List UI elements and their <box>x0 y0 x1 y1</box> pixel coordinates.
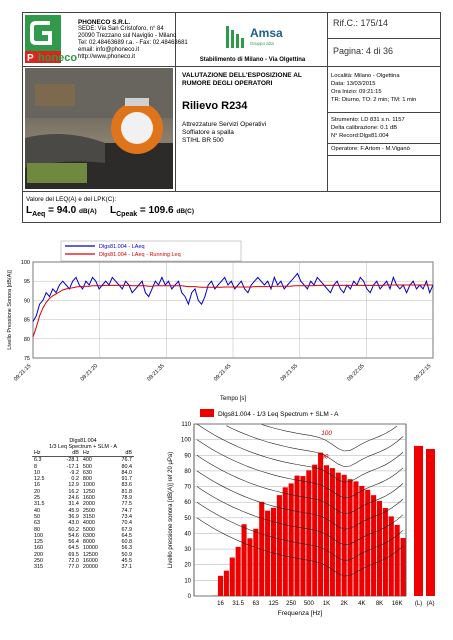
table-cell-db: 54.6 <box>68 532 79 539</box>
lcpeak-label: L <box>110 205 117 216</box>
table-cell-hz: 1600 <box>82 495 95 502</box>
spectrum-bar <box>336 473 341 596</box>
table-cell-db: 64.5 <box>121 532 132 539</box>
table-cell-hz: 1000 <box>82 482 95 489</box>
laeq-unit: dB(A) <box>79 208 97 215</box>
x-tick-label: 500 <box>303 601 314 607</box>
spectrum-table-wrap <box>32 438 134 571</box>
lcpeak-number: = 109.6 <box>139 205 174 216</box>
x-tick-label: 31.5 <box>232 601 245 607</box>
x-tick-label: 16 <box>217 601 224 607</box>
table-cell-db: 81.8 <box>121 488 132 495</box>
instrument-line: Delta calibrazione: 0.1 dB <box>331 125 398 131</box>
laeq-label: L <box>26 205 33 216</box>
x-tick-label: 8K <box>375 601 384 607</box>
spectrum-bar <box>300 476 305 596</box>
table-cell-hz: 80 <box>34 526 40 533</box>
table-cell-db: 67.9 <box>121 526 132 533</box>
company-line: Tel: 02.48463689 r.a. - Fax: 02.48463681 <box>78 40 188 46</box>
location-line: Data: 13/03/2015 <box>331 81 376 87</box>
y-tick-label: 110 <box>181 422 191 428</box>
survey-id: Rilievo R234 <box>182 100 248 112</box>
table-cell-db: 78.9 <box>121 495 132 502</box>
extra-bar <box>414 446 423 596</box>
x-tick-label: 125 <box>268 601 279 607</box>
y-tick-label: 0 <box>187 594 191 600</box>
spectrum-bar <box>242 524 247 596</box>
table-cell-hz: 16000 <box>82 558 98 565</box>
spectrum-bar <box>306 470 311 596</box>
page-number: Pagina: 4 di 36 <box>333 46 394 56</box>
header-hline-right-4 <box>327 143 441 144</box>
y-axis-title: Livello Pressione Sonora [dB(A)] <box>7 270 13 350</box>
header-hline-right-1 <box>327 38 441 39</box>
table-cell-db: 69.5 <box>68 551 79 558</box>
table-cell-hz: 5000 <box>82 526 95 533</box>
table-cell-db: 45.5 <box>121 558 132 565</box>
table-cell-db: 16.2 <box>68 488 79 495</box>
table-cell-hz: 4000 <box>82 520 95 527</box>
lcpeak-value <box>110 205 194 218</box>
laeq-sub: Aeq <box>32 211 46 218</box>
table-cell-hz: 250 <box>34 558 43 565</box>
company-info <box>78 19 188 61</box>
table-cell-db: 77.0 <box>68 564 79 571</box>
table-cell-hz: 2500 <box>82 507 95 514</box>
spectrum-bar <box>283 487 288 596</box>
table-header: Hz <box>32 450 55 457</box>
x-axis-title: Frequenza [Hz] <box>277 610 323 617</box>
x-tick-label: 63 <box>252 601 260 607</box>
x-tick-label: 250 <box>286 601 297 607</box>
table-cell-db: 56.3 <box>121 545 132 552</box>
equipment-line: STIHL BR 500 <box>182 137 224 144</box>
table-cell-db: 24.6 <box>68 495 79 502</box>
x-tick-label: 09:22:15 <box>413 363 433 383</box>
table-cell-hz: 8000 <box>82 539 95 546</box>
x-tick-label: 09:21:15 <box>13 363 33 383</box>
table-cell-db: 74.7 <box>121 507 132 514</box>
curve-label: 100 <box>321 429 333 437</box>
chart-legend <box>61 241 241 261</box>
table-cell-db: 73.4 <box>121 513 132 520</box>
table-cell-db: 60.2 <box>68 526 79 533</box>
x-tick-label: 4K <box>358 601 366 607</box>
legend-label: Dlgs81.004 - LAeq <box>99 244 145 250</box>
spectrum-bar <box>230 558 235 596</box>
x-tick-label: 09:21:20 <box>79 363 100 383</box>
table-header-row <box>32 450 134 457</box>
amsa-group: Gruppo a2a <box>250 41 274 46</box>
table-cell-hz: 630 <box>82 469 92 476</box>
y-tick-label: 80 <box>184 468 191 475</box>
y-tick-label: 50 <box>184 515 191 522</box>
equipment-photo <box>25 68 173 189</box>
table-cell-hz: 10000 <box>82 545 98 552</box>
table-cell-db: -17.1 <box>66 463 79 470</box>
y-tick-label: 100 <box>180 437 191 444</box>
table-cell-db: 80.4 <box>121 463 132 470</box>
table-cell-hz: 10 <box>34 469 40 476</box>
x-tick-label: 1K <box>322 601 331 607</box>
instrument-info <box>331 116 405 140</box>
laeq-number: = 94.0 <box>48 205 77 216</box>
table-cell-hz: 6.3 <box>34 457 42 464</box>
table-cell-hz: 3150 <box>82 513 95 520</box>
equipment-line: Soffiatore a spalla <box>182 129 234 136</box>
table-cell-hz: 800 <box>82 476 92 483</box>
table-cell-hz: 63 <box>34 520 40 527</box>
table-header: dB <box>111 450 134 457</box>
table-cell-db: 56.4 <box>68 539 79 546</box>
table-cell-db: -9.2 <box>69 469 79 476</box>
y-tick-label: 75 <box>23 356 30 362</box>
table-cell-hz: 100 <box>34 532 43 539</box>
y-tick-label: 95 <box>23 279 30 286</box>
table-cell-db: -28.1 <box>66 457 79 464</box>
x-tick-label: 09:21:45 <box>213 363 233 383</box>
table-cell-db: 77.5 <box>121 501 132 508</box>
table-cell-db: 60.8 <box>121 539 132 546</box>
amsa-name: Amsa <box>250 26 283 40</box>
y-tick-label: 20 <box>184 562 191 569</box>
table-cell-db: 37.1 <box>121 564 132 571</box>
phoneco-wordmark: honeco <box>38 52 78 64</box>
company-line: 20090 Trezzano sul Naviglio - Milano <box>78 33 177 39</box>
svg-text:P: P <box>27 53 34 64</box>
table-subtitle: 1/3 Leq Spectrum + SLM - A <box>49 444 117 450</box>
instrument-line: Strumento: LD 831 s.n. 1157 <box>331 117 405 123</box>
location-line: TR: Diurno, TO: 2 min; TM: 1 min <box>331 97 417 103</box>
y-tick-label: 10 <box>184 578 191 585</box>
site-name: Stabilimento di Milano - Via Olgettina <box>199 57 306 63</box>
y-tick-label: 30 <box>184 547 191 554</box>
company-line: http://www.phoneco.it <box>78 54 136 60</box>
location-line: Località: Milano - Olgettina <box>331 73 400 79</box>
equipment-info <box>182 121 266 145</box>
x-tick-label: (A) <box>426 601 435 607</box>
x-tick-label: 16K <box>391 601 403 607</box>
table-cell-db: 0.2 <box>71 476 79 483</box>
table-cell-hz: 50 <box>34 513 40 520</box>
table-header: dB <box>55 450 81 457</box>
spectrum-bar <box>353 481 358 596</box>
table-cell-hz: 20000 <box>82 564 98 571</box>
survey-title-line: RUMORE DEGLI OPERATORI <box>182 80 273 87</box>
table-cell-hz: 500 <box>82 463 92 470</box>
equipment-line: Attrezzature Servizi Operativi <box>182 121 267 128</box>
amsa-logo <box>225 24 247 55</box>
spectrum-bar <box>342 475 347 596</box>
table-cell-db: 64.5 <box>68 545 79 552</box>
table-cell-db: 31.4 <box>68 501 79 508</box>
table-cell-hz: 315 <box>34 564 43 571</box>
legend-swatch <box>200 409 214 417</box>
y-tick-label: 85 <box>23 317 30 324</box>
x-axis-title: Tempo [s] <box>219 396 247 402</box>
curve-label: 90 <box>321 453 329 461</box>
location-info <box>331 72 416 104</box>
legend-label: Dlgs81.004 - LAeq - Running Leq <box>99 252 181 258</box>
spectrum-bar <box>365 490 370 596</box>
spectrum-bar <box>289 483 294 596</box>
time-history-chart <box>0 236 453 402</box>
table-row <box>32 564 134 570</box>
table-header: Hz <box>81 450 111 457</box>
table-cell-db: 45.9 <box>68 507 79 514</box>
table-cell-db: 36.9 <box>68 513 79 520</box>
spectrum-bar <box>371 495 376 596</box>
company-line: email: info@phoneco.it <box>78 47 140 53</box>
laeq-value <box>26 205 97 218</box>
y-tick-label: 40 <box>184 531 191 538</box>
lcpeak-unit: dB(C) <box>176 208 195 215</box>
table-cell-hz: 6300 <box>82 532 95 539</box>
table-cell-hz: 8 <box>34 463 37 470</box>
y-tick-label: 60 <box>184 500 191 507</box>
table-cell-hz: 40 <box>34 507 40 514</box>
extra-bar <box>426 449 435 596</box>
lcpeak-sub: Cpeak <box>116 211 138 218</box>
header-hline-right-5 <box>327 155 441 156</box>
table-cell-hz: 1250 <box>82 488 95 495</box>
spectrum-bar <box>236 547 241 596</box>
spectrum-bar <box>295 476 300 596</box>
survey-title <box>182 72 302 88</box>
spectrum-bar <box>247 538 252 596</box>
y-tick-label: 80 <box>23 336 30 343</box>
x-tick-label: 09:21:35 <box>146 363 166 383</box>
table-cell-db: 43.0 <box>68 520 79 527</box>
header-divider-2 <box>327 12 328 192</box>
table-cell-hz: 12500 <box>82 551 98 558</box>
table-cell-db: 76.7 <box>121 457 132 464</box>
y-tick-label: 100 <box>20 260 30 266</box>
spectrum-bar <box>401 538 406 596</box>
table-cell-db: 12.9 <box>68 482 79 489</box>
rif-code: Rif.C.: 175/14 <box>333 18 389 28</box>
y-tick-label: 70 <box>184 484 191 491</box>
table-cell-hz: 16 <box>34 482 40 489</box>
spectrum-bar <box>324 465 329 596</box>
table-cell-db: 72.0 <box>68 558 79 565</box>
location-line: Ora Inizio: 09:21:15 <box>331 89 382 95</box>
table-cell-hz: 200 <box>34 551 43 558</box>
spectrum-bar <box>265 511 270 596</box>
header-hline-right-3 <box>327 112 441 113</box>
header-hline-left <box>22 66 328 67</box>
x-tick-label: (L) <box>414 601 423 607</box>
table-cell-hz: 160 <box>34 545 43 552</box>
spectrum-bar <box>318 453 323 596</box>
spectrum-bar <box>383 508 388 596</box>
y-axis-title: Livello pressione sonora [dB(A)] ref 20 µPa) <box>168 451 174 569</box>
spectrum-bar <box>359 486 364 596</box>
table-title: Dlgs81.004 <box>69 438 97 444</box>
table-cell-db: 91.7 <box>121 476 132 483</box>
table-cell-hz: 125 <box>34 539 43 546</box>
spectrum-bar <box>218 576 223 596</box>
legend-label: Dlgs81.004 - 1/3 Leq Spectrum + SLM - A <box>218 411 339 418</box>
x-tick-label: 09:21:55 <box>279 363 300 383</box>
spectrum-bar <box>253 529 258 596</box>
operators: Operatore: F.Artom - M.Viganò <box>331 146 410 152</box>
table-cell-hz: 400 <box>82 457 92 464</box>
table-row <box>32 457 134 464</box>
company-line: SEDE: Via San Cristoforo, n° 84 <box>78 26 164 32</box>
amsa-logo-mark <box>225 24 247 50</box>
table-cell-hz: 20 <box>34 488 40 495</box>
table-cell-hz: 2000 <box>82 501 95 508</box>
table-cell-db: 70.4 <box>121 520 132 527</box>
table-cell-hz: 25 <box>34 495 40 502</box>
y-tick-label: 90 <box>23 298 30 305</box>
levels-caption: Valore del LEQ(A) e del LPK(C): <box>26 196 117 203</box>
header-hline-right-2 <box>327 66 441 67</box>
survey-title-line: VALUTAZIONE DELL'ESPOSIZIONE AL <box>182 72 302 79</box>
spectrum-table <box>32 450 134 571</box>
table-cell-hz: 12.5 <box>34 476 45 483</box>
table-cell-db: 84.0 <box>121 469 132 476</box>
x-tick-label: 09:22:05 <box>346 363 366 383</box>
spectrum-bar <box>277 495 282 596</box>
table-cell-db: 83.6 <box>121 482 132 489</box>
spectrum-chart <box>160 404 450 636</box>
y-tick-label: 90 <box>184 453 191 460</box>
x-tick-label: 2K <box>340 601 348 607</box>
table-cell-db: 50.9 <box>121 551 132 558</box>
table-cell-hz: 31.5 <box>34 501 45 508</box>
company-name: PHONECO S.R.L. <box>78 19 131 26</box>
spectrum-bar <box>330 468 335 596</box>
spectrum-bar <box>224 571 229 596</box>
instrument-line: N° Record:Dlgs81.004 <box>331 133 389 139</box>
